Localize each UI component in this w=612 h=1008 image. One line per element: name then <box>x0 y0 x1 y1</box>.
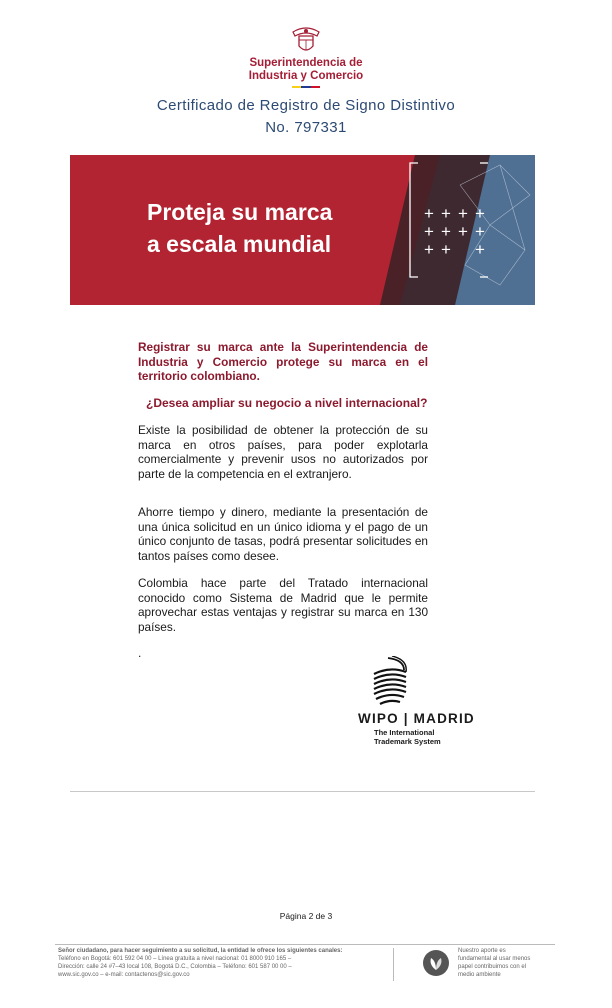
footer-contact-heading: Señor ciudadano, para hacer seguimiento a su solicitud, la entidad le ofrece los siguientes canales: <box>58 948 343 954</box>
svg-text:+: + <box>424 204 434 223</box>
stray-dot: . <box>138 646 142 660</box>
footer-vertical-divider <box>393 948 394 981</box>
coat-of-arms-icon <box>289 26 323 56</box>
colombia-flag-stripe <box>292 86 320 88</box>
eco-message-line4: medio ambiente <box>458 972 501 978</box>
svg-text:+: + <box>475 204 485 223</box>
certificate-title: Certificado de Registro de Signo Distintivo <box>156 97 456 114</box>
eco-message-line1: Nuestro aporte es <box>458 948 506 954</box>
svg-text:+: + <box>458 204 468 223</box>
eco-message-line3: papel contribuimos con el <box>458 964 527 970</box>
svg-text:+: + <box>441 240 451 259</box>
footer-address: Dirección: calle 24 #7–43 local 108, Bogotá D.C., Colombia – Teléfono: 601 587 00 00 – <box>58 964 292 970</box>
footer-phones: Teléfono en Bogotá: 601 592 04 00 – Línea gratuita a nivel nacional: 01 8000 910 165 – <box>58 956 292 962</box>
divider <box>70 791 535 792</box>
wipo-tagline-line2: Trademark System <box>374 737 441 746</box>
banner-graphic <box>70 155 535 305</box>
paragraph-madrid-system: Colombia hace parte del Tratado internacional conocido como Sistema de Madrid que le permite aprovechar estas ventajas y registrar su marca en 130 países. <box>138 576 428 634</box>
page-number: Página 2 de 3 <box>279 911 333 921</box>
wipo-madrid-wordmark: WIPO | MADRID <box>358 711 475 726</box>
svg-text:+: + <box>475 240 485 259</box>
svg-text:+: + <box>441 204 451 223</box>
flag-blue <box>301 86 310 88</box>
org-name-line1: Superintendencia de <box>249 57 363 69</box>
wipo-tagline-line1: The International <box>374 728 435 737</box>
eco-leaf-icon <box>422 949 450 977</box>
eco-message-line2: fundamental al usar menos <box>458 956 531 962</box>
footer-web-email: www.sic.gov.co – e-mail: contactenos@sic.gov.co <box>58 972 190 978</box>
svg-text:+: + <box>475 222 485 241</box>
intro-paragraph: Registrar su marca ante la Superintendencia de Industria y Comercio protege su marca en el territorio colombiano. <box>138 340 428 384</box>
svg-text:+: + <box>424 222 434 241</box>
flag-yellow <box>292 86 301 88</box>
wipo-globe-icon <box>370 656 410 708</box>
promo-banner <box>70 155 535 305</box>
banner-heading-line2: a escala mundial <box>147 231 332 257</box>
certificate-number: No. 797331 <box>265 119 347 136</box>
org-name-line2: Industria y Comercio <box>248 70 364 82</box>
paragraph-savings: Ahorre tiempo y dinero, mediante la presentación de una única solicitud en un único idioma y el pago de un único conjunto de tasas, podrá presentar solicitudes en tantos países como desee. <box>138 505 428 563</box>
footer-divider <box>55 944 555 945</box>
svg-text:+: + <box>424 240 434 259</box>
banner-heading-line1: Proteja su marca <box>147 199 333 225</box>
question-heading: ¿Desea ampliar su negocio a nivel internacional? <box>146 396 428 410</box>
svg-text:+: + <box>458 222 468 241</box>
flag-red <box>311 86 320 88</box>
paragraph-protection: Existe la posibilidad de obtener la protección de su marca en otros países, para poder explotarla comercialmente y prevenir usos no autorizados por parte de la competencia en el extranjero. <box>138 423 428 481</box>
svg-text:+: + <box>441 222 451 241</box>
